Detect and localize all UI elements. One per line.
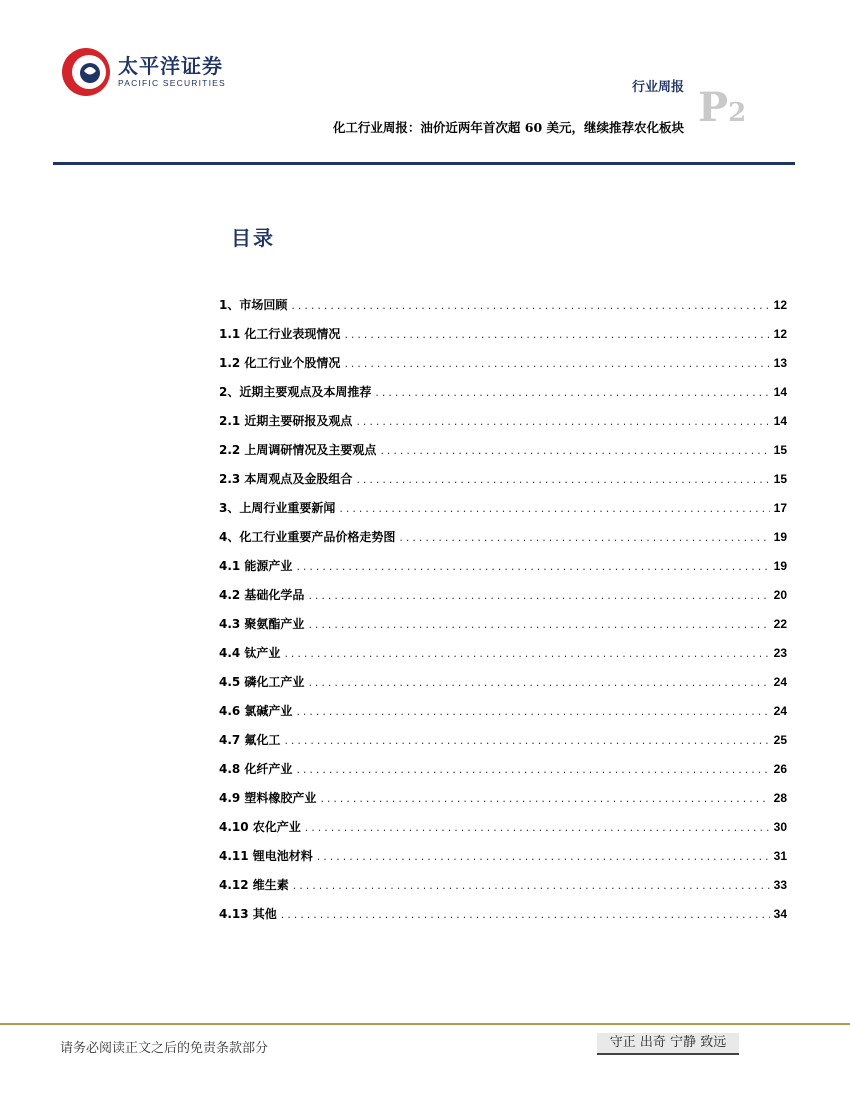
- toc-entry-label: 2.3 本周观点及金股组合: [219, 472, 353, 486]
- toc-dot-leader: [291, 299, 769, 312]
- toc-entry-label: 4.7 氟化工: [219, 733, 281, 747]
- toc-entry-label: 4.12 维生素: [219, 878, 289, 892]
- toc-heading: 目录: [231, 226, 275, 250]
- toc-entry[interactable]: [219, 557, 787, 586]
- toc-entry-label: 4.10 农化产业: [219, 820, 301, 834]
- toc-entry-label: 4.5 磷化工产业: [219, 675, 305, 689]
- toc-entry[interactable]: [219, 760, 787, 789]
- report-type: 行业周报: [631, 80, 684, 95]
- toc-entry[interactable]: [219, 354, 787, 383]
- toc-dot-leader: [305, 821, 770, 834]
- table-of-contents: [219, 296, 787, 934]
- pacific-securities-logo-icon: [60, 46, 112, 98]
- company-name-en: PACIFIC SECURITIES: [118, 78, 226, 88]
- toc-entry-label: 4.3 聚氨酯产业: [219, 617, 305, 631]
- toc-entry[interactable]: [219, 412, 787, 441]
- page-number: [698, 84, 746, 131]
- toc-entry-page: 22: [773, 617, 787, 631]
- toc-entry-label: 4.2 基础化学品: [219, 588, 305, 602]
- toc-entry-label: 1、市场回顾: [219, 298, 288, 312]
- toc-dot-leader: [339, 502, 769, 515]
- toc-entry[interactable]: [219, 499, 787, 528]
- toc-entry-label: 4.8 化纤产业: [219, 762, 293, 776]
- toc-entry[interactable]: [219, 470, 787, 499]
- toc-dot-leader: [380, 444, 769, 457]
- page-number-value: 2: [728, 98, 747, 128]
- toc-entry-label: 1.1 化工行业表现情况: [219, 327, 341, 341]
- toc-entry[interactable]: [219, 586, 787, 615]
- toc-entry-page: 15: [773, 443, 787, 457]
- toc-entry[interactable]: [219, 731, 787, 760]
- toc-entry[interactable]: [219, 615, 787, 644]
- toc-dot-leader: [320, 792, 769, 805]
- toc-entry-label: 4.6 氯碱产业: [219, 704, 293, 718]
- company-logo: [60, 44, 230, 104]
- toc-entry-page: 14: [773, 414, 787, 428]
- footer-motto: 守正 出奇 宁静 致远: [597, 1033, 739, 1055]
- toc-entry-label: 2、近期主要观点及本周推荐: [219, 385, 372, 399]
- toc-dot-leader: [375, 386, 769, 399]
- toc-entry[interactable]: [219, 644, 787, 673]
- toc-entry-label: 4.9 塑料橡胶产业: [219, 791, 317, 805]
- toc-dot-leader: [308, 589, 769, 602]
- report-title: 化工行业周报：油价近两年首次超 60 美元，继续推荐农化板块: [332, 120, 684, 135]
- header-divider: [53, 162, 795, 165]
- toc-entry-page: 25: [773, 733, 787, 747]
- toc-entry[interactable]: [219, 818, 787, 847]
- toc-entry[interactable]: [219, 847, 787, 876]
- toc-dot-leader: [356, 415, 769, 428]
- toc-entry[interactable]: [219, 528, 787, 557]
- toc-entry-page: 19: [773, 530, 787, 544]
- toc-dot-leader: [356, 473, 769, 486]
- toc-entry[interactable]: [219, 905, 787, 934]
- toc-entry-page: 13: [773, 356, 787, 370]
- page-letter: P: [698, 84, 729, 131]
- toc-entry[interactable]: [219, 325, 787, 354]
- toc-entry-label: 4.11 锂电池材料: [219, 849, 313, 863]
- toc-dot-leader: [296, 560, 769, 573]
- toc-entry-page: 15: [773, 472, 787, 486]
- toc-entry[interactable]: [219, 789, 787, 818]
- toc-entry-label: 2.1 近期主要研报及观点: [219, 414, 353, 428]
- footer-disclaimer: 请务必阅读正文之后的免责条款部分: [60, 1041, 269, 1056]
- toc-dot-leader: [344, 328, 769, 341]
- toc-dot-leader: [317, 850, 770, 863]
- toc-entry-page: 24: [773, 675, 787, 689]
- toc-entry[interactable]: [219, 702, 787, 731]
- toc-dot-leader: [284, 734, 769, 747]
- toc-entry[interactable]: [219, 383, 787, 412]
- toc-entry-page: 33: [773, 878, 787, 892]
- toc-entry-page: 12: [773, 298, 787, 312]
- toc-entry-page: 30: [773, 820, 787, 834]
- toc-entry-page: 14: [773, 385, 787, 399]
- toc-entry-page: 12: [773, 327, 787, 341]
- toc-entry-page: 34: [773, 907, 787, 921]
- toc-dot-leader: [308, 676, 769, 689]
- toc-entry-label: 4.1 能源产业: [219, 559, 293, 573]
- toc-entry-label: 3、上周行业重要新闻: [219, 501, 336, 515]
- toc-dot-leader: [344, 357, 769, 370]
- toc-entry[interactable]: [219, 876, 787, 905]
- toc-entry-page: 31: [773, 849, 787, 863]
- toc-entry[interactable]: [219, 673, 787, 702]
- toc-dot-leader: [293, 879, 770, 892]
- toc-entry[interactable]: [219, 441, 787, 470]
- toc-dot-leader: [296, 705, 769, 718]
- toc-entry-page: 28: [773, 791, 787, 805]
- toc-dot-leader: [284, 647, 769, 660]
- toc-entry[interactable]: [219, 296, 787, 325]
- toc-dot-leader: [281, 908, 770, 921]
- toc-entry-label: 1.2 化工行业个股情况: [219, 356, 341, 370]
- toc-dot-leader: [308, 618, 769, 631]
- toc-entry-page: 20: [773, 588, 787, 602]
- toc-entry-page: 17: [773, 501, 787, 515]
- toc-entry-label: 4.13 其他: [219, 907, 277, 921]
- toc-entry-page: 24: [773, 704, 787, 718]
- toc-entry-page: 26: [773, 762, 787, 776]
- toc-dot-leader: [399, 531, 769, 544]
- toc-entry-label: 4、化工行业重要产品价格走势图: [219, 530, 396, 544]
- toc-entry-label: 2.2 上周调研情况及主要观点: [219, 443, 377, 457]
- toc-dot-leader: [296, 763, 769, 776]
- toc-entry-page: 19: [773, 559, 787, 573]
- toc-entry-label: 4.4 钛产业: [219, 646, 281, 660]
- company-name-cn: 太平洋证券: [118, 54, 223, 78]
- toc-entry-page: 23: [773, 646, 787, 660]
- footer-divider: [0, 1023, 850, 1025]
